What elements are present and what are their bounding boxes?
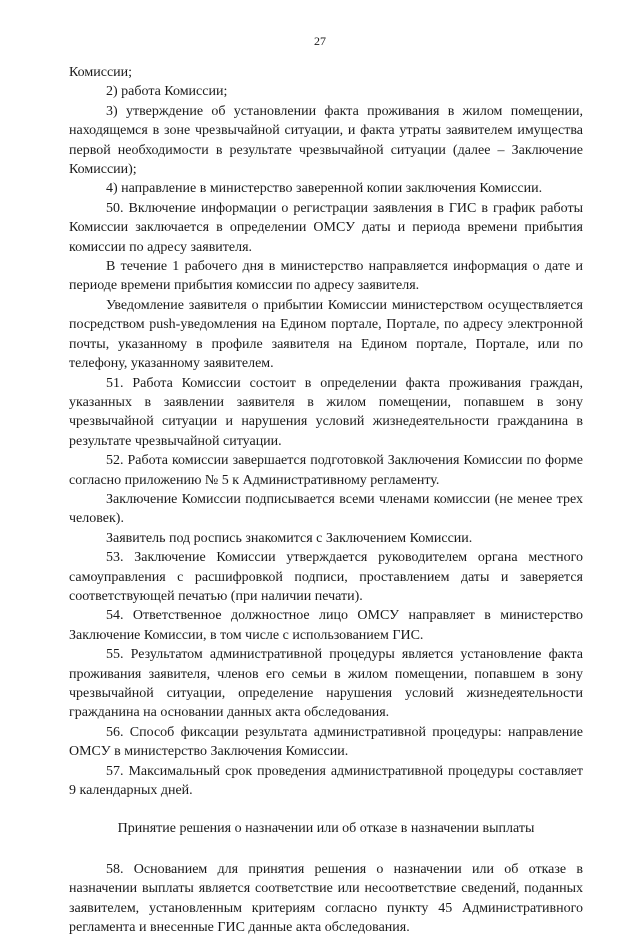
paragraph-11: 53. Заключение Комиссии утверждается руководителем органа местного самоуправления с расшифровкой подписи, проставлением даты и заверяется соответствующей печатью (при наличии печати). (69, 550, 583, 604)
paragraph-10: Заявитель под роспись знакомится с Заключением Комиссии. (106, 530, 473, 546)
paragraph-0: Комиссии; (69, 65, 133, 80)
paragraph-8: 52. Работа комиссии завершается подготовкой Заключения Комиссии по форме согласно приложению № 5 к Административному регламенту. (69, 453, 583, 488)
paragraph-2: 3) утверждение об установлении факта проживания в жилом помещении, находящемся в зоне чрезвычайной ситуации, и факта утраты заявителем имущества первой необходимости в результате чрезвычайной ситуации (далее – Заключение Комиссии); (69, 103, 583, 178)
paragraph-4: 50. Включение информации о регистрации заявления в ГИС в график работы Комиссии заключается в определении ОМСУ даты и периода времени прибытия комиссии по адресу заявителя. (69, 200, 583, 255)
paragraph-3: 4) направление в министерство заверенной копии заключения Комиссии. (106, 181, 543, 197)
paragraph-13: 55. Результатом административной процедуры является установление факта проживания заявителя, членов его семьи в жилом помещении, попавшем в зону чрезвычайной ситуации, определение нарушения условий жизнедеятельности гражданина на основании данных акта обследования. (69, 647, 583, 721)
paragraph-14: 56. Способ фиксации результата административной процедуры: направление ОМСУ в министерство Заключения Комиссии. (69, 724, 583, 760)
document-body (69, 63, 583, 937)
page-number: 27 (314, 34, 326, 48)
paragraph-1: 2) работа Комиссии; (106, 84, 228, 100)
paragraph-15: 57. Максимальный срок проведения административной процедуры составляет 9 календарных дней. (69, 763, 583, 799)
paragraph-6: Уведомление заявителя о прибытии Комиссии министерством осуществляется посредством push-уведомления на Едином портале, Портале, по адресу электронной почты, указанному в профиле заявителя на Едином портале, Портале, или по телефону, указанному заявителем. (69, 297, 583, 372)
paragraph-7: 51. Работа Комиссии состоит в определении факта проживания граждан, указанных в заявлении заявителя в жилом помещении, попавшем в зону чрезвычайной ситуации и нарушения условий жизнедеятельности гражданина в результате чрезвычайной ситуации. (69, 375, 583, 449)
paragraph-12: 54. Ответственное должностное лицо ОМСУ направляет в министерство Заключение Комиссии, в том числе с использованием ГИС. (69, 608, 583, 643)
paragraph-5: В течение 1 рабочего дня в министерство направляется информация о дате и периоде времени прибытия комиссии по адресу заявителя. (69, 259, 583, 294)
paragraph-9: Заключение Комиссии подписывается всеми членами комиссии (не менее трех человек). (69, 491, 583, 527)
paragraph-final: 58. Основанием для принятия решения о назначении или об отказе в назначении выплаты является соответствие или несоответствие сведений, поданных заявителем, установленным критериям согласно пункту 45 Административного регламента и внесенные ГИС данные акта обследования. (69, 861, 583, 936)
section-heading: Принятие решения о назначении или об отказе в назначении выплаты (117, 821, 535, 837)
